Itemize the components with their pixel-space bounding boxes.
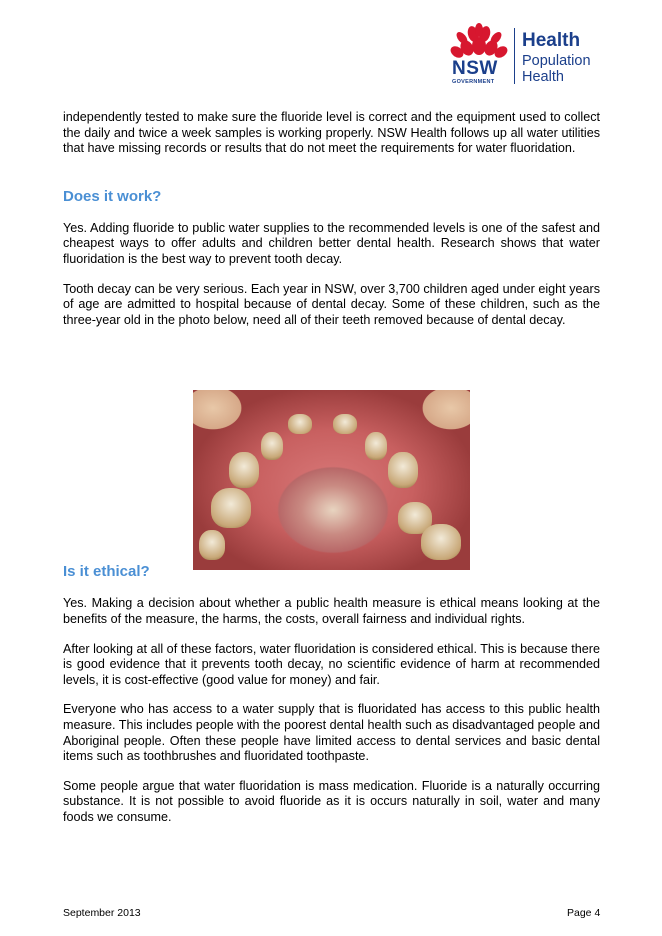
logo-government-text: GOVERNMENT [452,79,495,85]
paragraph-tooth-decay: Tooth decay can be very serious. Each year in NSW, over 3,700 children aged under eight years of age are admitted to hospital because of dental decay. Some of these children, such as the three-year old in the photo below, need all of their teeth removed because of dental decay. [63,281,600,327]
heading-does-it-work: Does it work? [63,187,162,205]
waratah-flower-icon [448,22,510,62]
dental-decay-photo [193,390,470,570]
paragraph-yes-fluoride: Yes. Adding fluoride to public water supplies to the recommended levels is one of the safest and cheapest ways to offer adults and children better dental health. Research shows that water fluoridation is the best way to prevent tooth decay. [63,220,600,266]
logo-health-text: Health [522,30,581,51]
logo-nsw-text: NSW [452,58,498,79]
tooth [333,414,357,434]
paragraph-ethical-decision: Yes. Making a decision about whether a public health measure is ethical means looking at the benefits of the measure, the harms, the costs, overall fairness and individual rights. [63,596,600,626]
tooth [199,530,225,560]
logo-population-health-text: Health [522,69,564,85]
tooth [388,452,418,488]
paragraph-mass-medication: Some people argue that water fluoridation is mass medication. Fluoride is a naturally occurring substance. It is not possible to avoid fluoride as it is occurs naturally in soil, water and many foods we consume. [63,778,600,824]
logo-population-text: Population [522,53,591,69]
tooth [421,524,461,560]
tooth [365,432,387,460]
nsw-health-logo [448,22,608,86]
heading-is-it-ethical: Is it ethical? [63,563,150,581]
footer-page-number: Page 4 [567,907,601,919]
paragraph-intro: independently tested to make sure the fluoride level is correct and the equipment used to collect the daily and twice a week samples is working properly. NSW Health follows up all water utilities that have missing records or results that do not meet the requirements for water fluoridation. [63,110,600,156]
tooth [211,488,251,528]
paragraph-everyone-access: Everyone who has access to a water supply that is fluoridated has access to this public health measure. This includes people with the poorest dental health such as disadvantaged people and Aboriginal people. Often these people have limited access to dental services and basic dental items such as toothbrushes and fluoridated toothpaste. [63,702,600,764]
logo-divider [514,28,515,84]
tooth [229,452,259,488]
tooth [288,414,312,434]
footer-date: September 2013 [63,907,141,919]
tooth [261,432,283,460]
paragraph-considered-ethical: After looking at all of these factors, water fluoridation is considered ethical. This is because there is good evidence that it prevents tooth decay, no scientific evidence of harm at recommended levels, it is cost-effective (good value for money) and fair. [63,641,600,687]
